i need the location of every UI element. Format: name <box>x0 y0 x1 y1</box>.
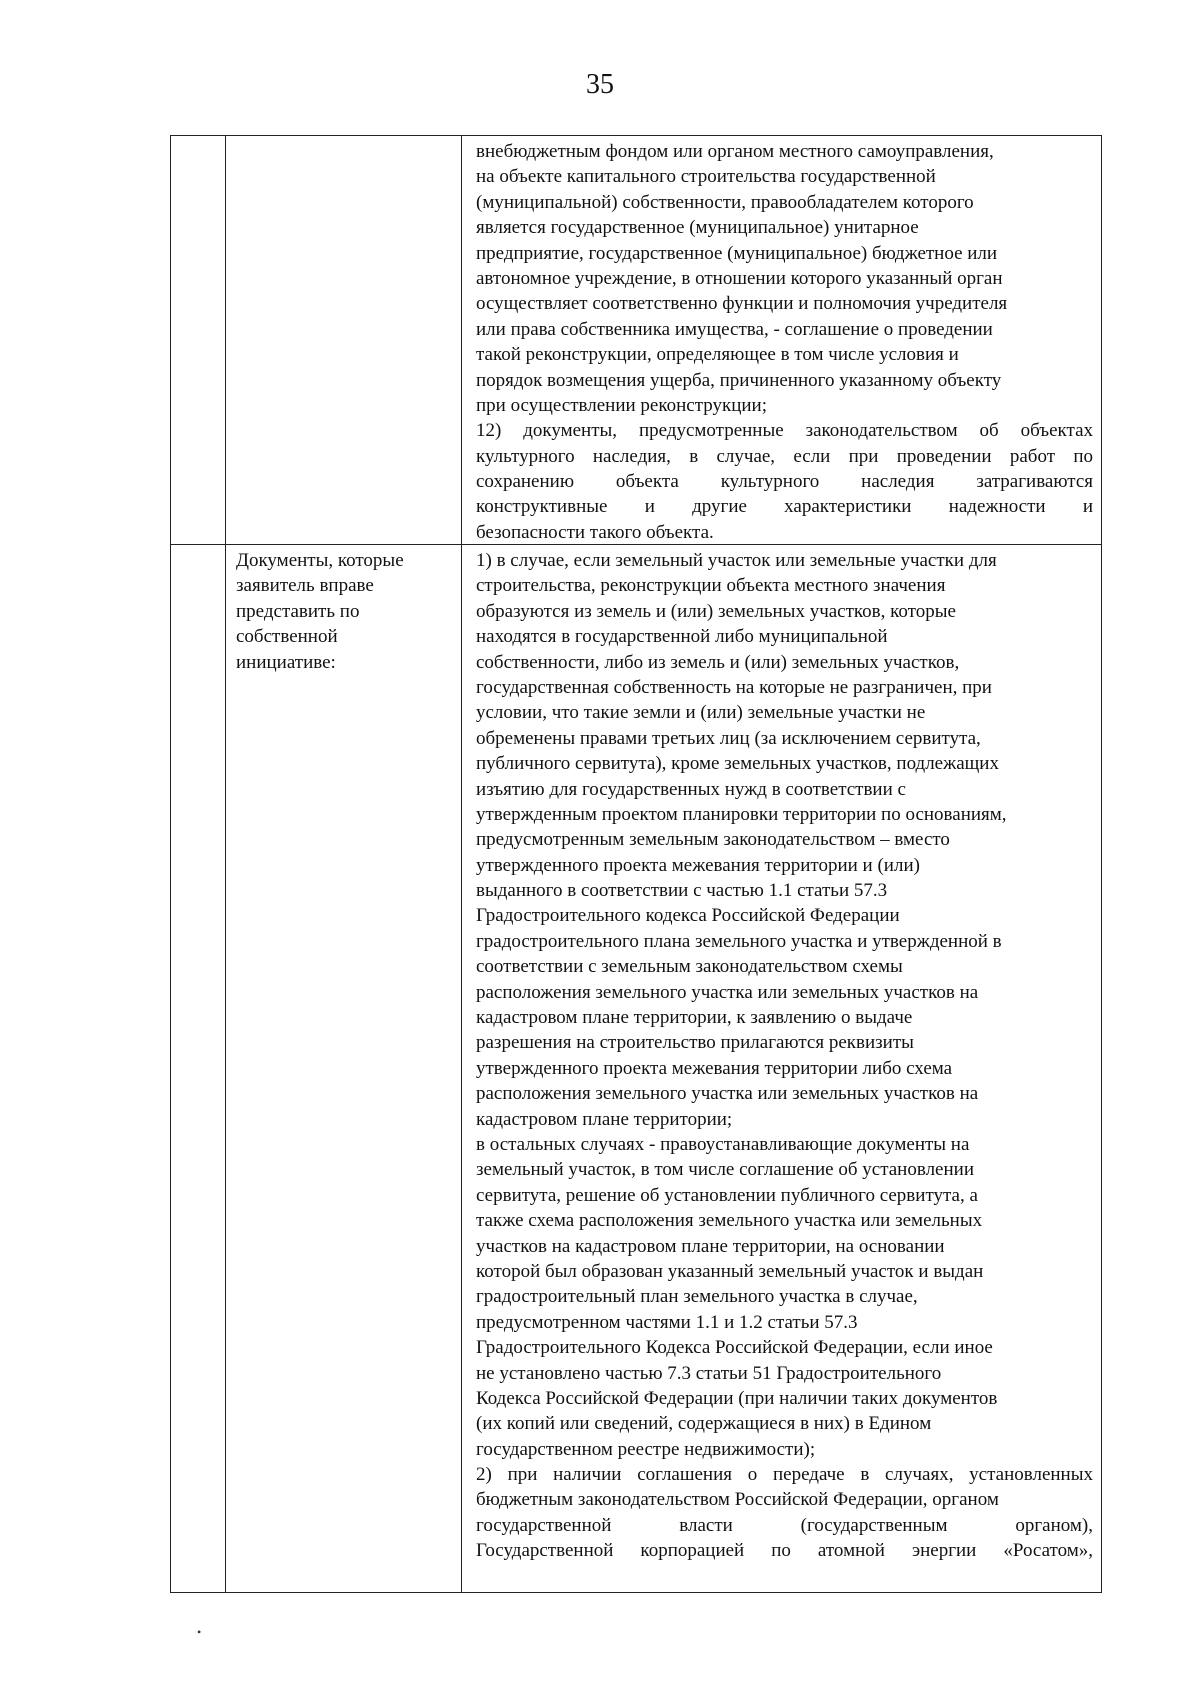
text-line: которой был образован указанный земельный участок и выдан <box>476 1260 984 1282</box>
text-line: расположения земельного участка или земельных участков на <box>476 1083 979 1105</box>
text-line: кадастровом плане территории; <box>476 1108 733 1130</box>
text-line: строительства, реконструкции объекта местного значения <box>476 575 946 597</box>
text-line: в остальных случаях - правоустанавливающие документы на <box>476 1133 970 1155</box>
text-line: кадастровом плане территории, к заявлению о выдаче <box>476 1007 913 1029</box>
text-line: представить по <box>236 600 360 622</box>
text-line: разрешения на строительство прилагаются реквизиты <box>476 1032 914 1054</box>
text-line: утвержденного проекта межевания территории и (или) <box>476 854 920 876</box>
text-line: инициативе: <box>236 651 336 673</box>
text-line: собственной <box>236 626 338 648</box>
text-line: конструктивные и другие характеристики надежности и <box>476 496 1093 518</box>
text-line: порядок возмещения ущерба, причиненного указанному объекту <box>476 369 1002 391</box>
text-line: Документы, которые <box>236 550 404 571</box>
text-line: обременены правами третьих лиц (за исключением сервитута, <box>476 727 981 749</box>
text-line: образуются из земель и (или) земельных участков, которые <box>476 600 956 622</box>
text-line: также схема расположения земельного участка или земельных <box>476 1210 983 1232</box>
text-line: при осуществлении реконструкции; <box>476 394 768 416</box>
text-line: 12) документы, предусмотренные законодательством об объектах <box>476 420 1093 442</box>
column-divider <box>461 136 462 1592</box>
text-line: Градостроительного Кодекса Российской Федерации, если иное <box>476 1337 993 1359</box>
row2-label-cell <box>236 548 456 675</box>
text-line: предусмотренным земельным законодательством – вместо <box>476 829 950 851</box>
text-line: (их копий или сведений, содержащиеся в них) в Едином <box>476 1413 932 1435</box>
text-line: предприятие, государственное (муниципальное) бюджетное или <box>476 242 998 264</box>
text-line: находятся в государственной либо муниципальной <box>476 626 888 648</box>
text-line: осуществляет соответственно функции и полномочия учредителя <box>476 293 1008 315</box>
text-line: градостроительный план земельного участка в случае, <box>476 1286 918 1308</box>
text-line: сервитута, решение об установлении публичного сервитута, а <box>476 1184 978 1206</box>
text-line: предусмотренном частями 1.1 и 1.2 статьи 57.3 <box>476 1311 858 1333</box>
text-line: выданного в соответствии с частью 1.1 статьи 57.3 <box>476 880 888 902</box>
scan-mark: • <box>197 1625 202 1639</box>
text-line: Градостроительного кодекса Российской Федерации <box>476 905 900 927</box>
text-line: соответствии с земельным законодательством схемы <box>476 956 903 978</box>
text-line: Государственной корпорацией по атомной энергии «Росатом», <box>476 1540 1093 1562</box>
row2-content-cell <box>476 548 1093 1564</box>
text-line: (муниципальной) собственности, правообладателем которого <box>476 191 974 213</box>
text-line: изъятию для государственных нужд в соответствии с <box>476 778 906 800</box>
text-line: бюджетным законодательством Российской Федерации, органом <box>476 1489 999 1511</box>
text-line: автономное учреждение, в отношении которого указанный орган <box>476 267 1003 289</box>
text-line: 2) при наличии соглашения о передаче в случаях, установленных <box>476 1464 1093 1486</box>
text-line: не установлено частью 7.3 статьи 51 Градостроительного <box>476 1362 942 1384</box>
text-line: градостроительного плана земельного участка и утвержденной в <box>476 930 1002 952</box>
text-line: на объекте капитального строительства государственной <box>476 166 936 188</box>
text-line: публичного сервитута), кроме земельных участков, подлежащих <box>476 753 999 775</box>
text-line: заявитель вправе <box>236 575 374 597</box>
text-line: сохранению объекта культурного наследия затрагиваются <box>476 471 1093 493</box>
text-line: государственном реестре недвижимости); <box>476 1438 816 1460</box>
text-line: Кодекса Российской Федерации (при наличии таких документов <box>476 1387 998 1409</box>
column-divider <box>225 136 226 1592</box>
text-line: условии, что такие земли и (или) земельные участки не <box>476 702 926 724</box>
text-line: собственности, либо из земель и (или) земельных участков, <box>476 651 960 673</box>
text-line: безопасности такого объекта. <box>476 521 714 543</box>
text-line: такой реконструкции, определяющее в том числе условия и <box>476 344 959 366</box>
text-line: или права собственника имущества, - соглашение о проведении <box>476 318 993 340</box>
text-line: расположения земельного участка или земельных участков на <box>476 981 979 1003</box>
row1-content-cell <box>476 139 1093 545</box>
page-number: 35 <box>586 69 614 100</box>
text-line: участков на кадастровом плане территории, на основании <box>476 1235 945 1257</box>
text-line: государственной власти (государственным органом), <box>476 1514 1093 1536</box>
text-line: внебюджетным фондом или органом местного самоуправления, <box>476 141 994 162</box>
text-line: утвержденного проекта межевания территории либо схема <box>476 1057 953 1079</box>
text-line: земельный участок, в том числе соглашение об установлении <box>476 1159 974 1181</box>
document-table <box>170 135 1102 1593</box>
text-line: 1) в случае, если земельный участок или земельные участки для <box>476 550 997 571</box>
text-line: государственная собственность на которые не разграничен, при <box>476 676 992 698</box>
text-line: утвержденным проектом планировки территории по основаниям, <box>476 803 1007 825</box>
text-line: является государственное (муниципальное) унитарное <box>476 217 919 239</box>
text-line: культурного наследия, в случае, если при проведении работ по <box>476 445 1093 467</box>
